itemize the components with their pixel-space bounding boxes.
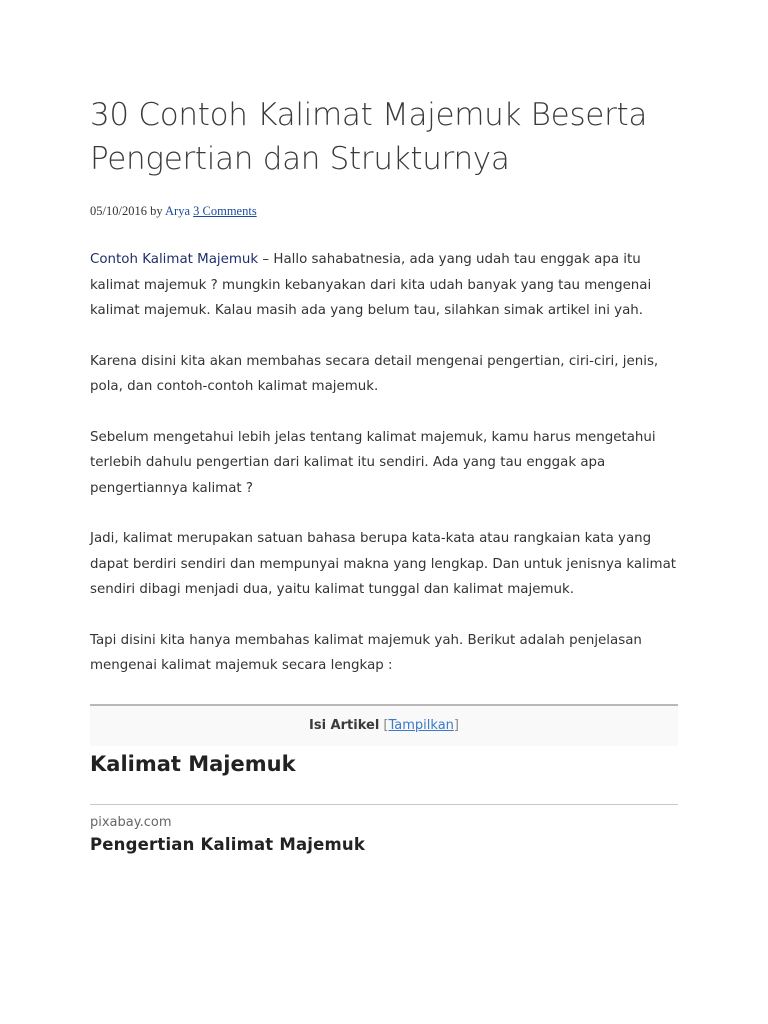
section-heading: Kalimat Majemuk bbox=[90, 751, 296, 776]
paragraph-4: Jadi, kalimat merupakan satuan bahasa berupa kata-kata atau rangkaian kata yang dapat berdiri sendiri dan mempunyai makna yang lengkap. Dan untuk jenisnya kalimat sendiri dibagi menjadi dua, yaitu kalimat tunggal dan kalimat majemuk. bbox=[90, 531, 677, 597]
paragraph-1 bbox=[90, 247, 678, 324]
toc-bracket-close: ] bbox=[453, 717, 459, 733]
post-by: by bbox=[150, 204, 163, 218]
image-caption: pixabay.com bbox=[90, 814, 172, 830]
comments-link[interactable]: 3 Comments bbox=[193, 204, 257, 218]
article-body bbox=[90, 247, 678, 679]
subsection-heading: Pengertian Kalimat Majemuk bbox=[90, 834, 366, 854]
image-divider bbox=[90, 804, 678, 805]
paragraph-1-text: – Hallo sahabatnesia, ada yang udah tau enggak apa itu kalimat majemuk ? mungkin kebanyakan dari kita udah banyak yang tau mengenai kalimat majemuk. Kalau masih ada yang belum tau, silahkan simak artikel ini yah. bbox=[90, 252, 652, 318]
toc-title: Isi Artikel bbox=[309, 717, 380, 733]
author-link[interactable]: Arya bbox=[165, 204, 191, 218]
lead-keyword-link[interactable]: Contoh Kalimat Majemuk bbox=[90, 252, 259, 267]
paragraph-5: Tapi disini kita hanya membahas kalimat majemuk yah. Berikut adalah penjelasan mengenai kalimat majemuk secara lengkap : bbox=[90, 632, 642, 673]
paragraph-2: Karena disini kita akan membahas secara detail mengenai pengertian, ciri-ciri, jenis, pola, dan contoh-contoh kalimat majemuk. bbox=[90, 353, 659, 394]
post-meta bbox=[90, 203, 678, 219]
toc-toggle-link[interactable]: Tampilkan bbox=[388, 717, 454, 733]
post-date: 05/10/2016 bbox=[90, 204, 147, 218]
table-of-contents bbox=[90, 704, 678, 746]
paragraph-3: Sebelum mengetahui lebih jelas tentang kalimat majemuk, kamu harus mengetahui terlebih dahulu pengertian dari kalimat itu sendiri. Ada yang tau enggak apa pengertiannya kalimat ? bbox=[90, 429, 656, 496]
post-title: 30 Contoh Kalimat Majemuk Beserta Pengertian dan Strukturnya bbox=[90, 97, 648, 177]
toc-bracket-open: [ bbox=[383, 717, 389, 733]
